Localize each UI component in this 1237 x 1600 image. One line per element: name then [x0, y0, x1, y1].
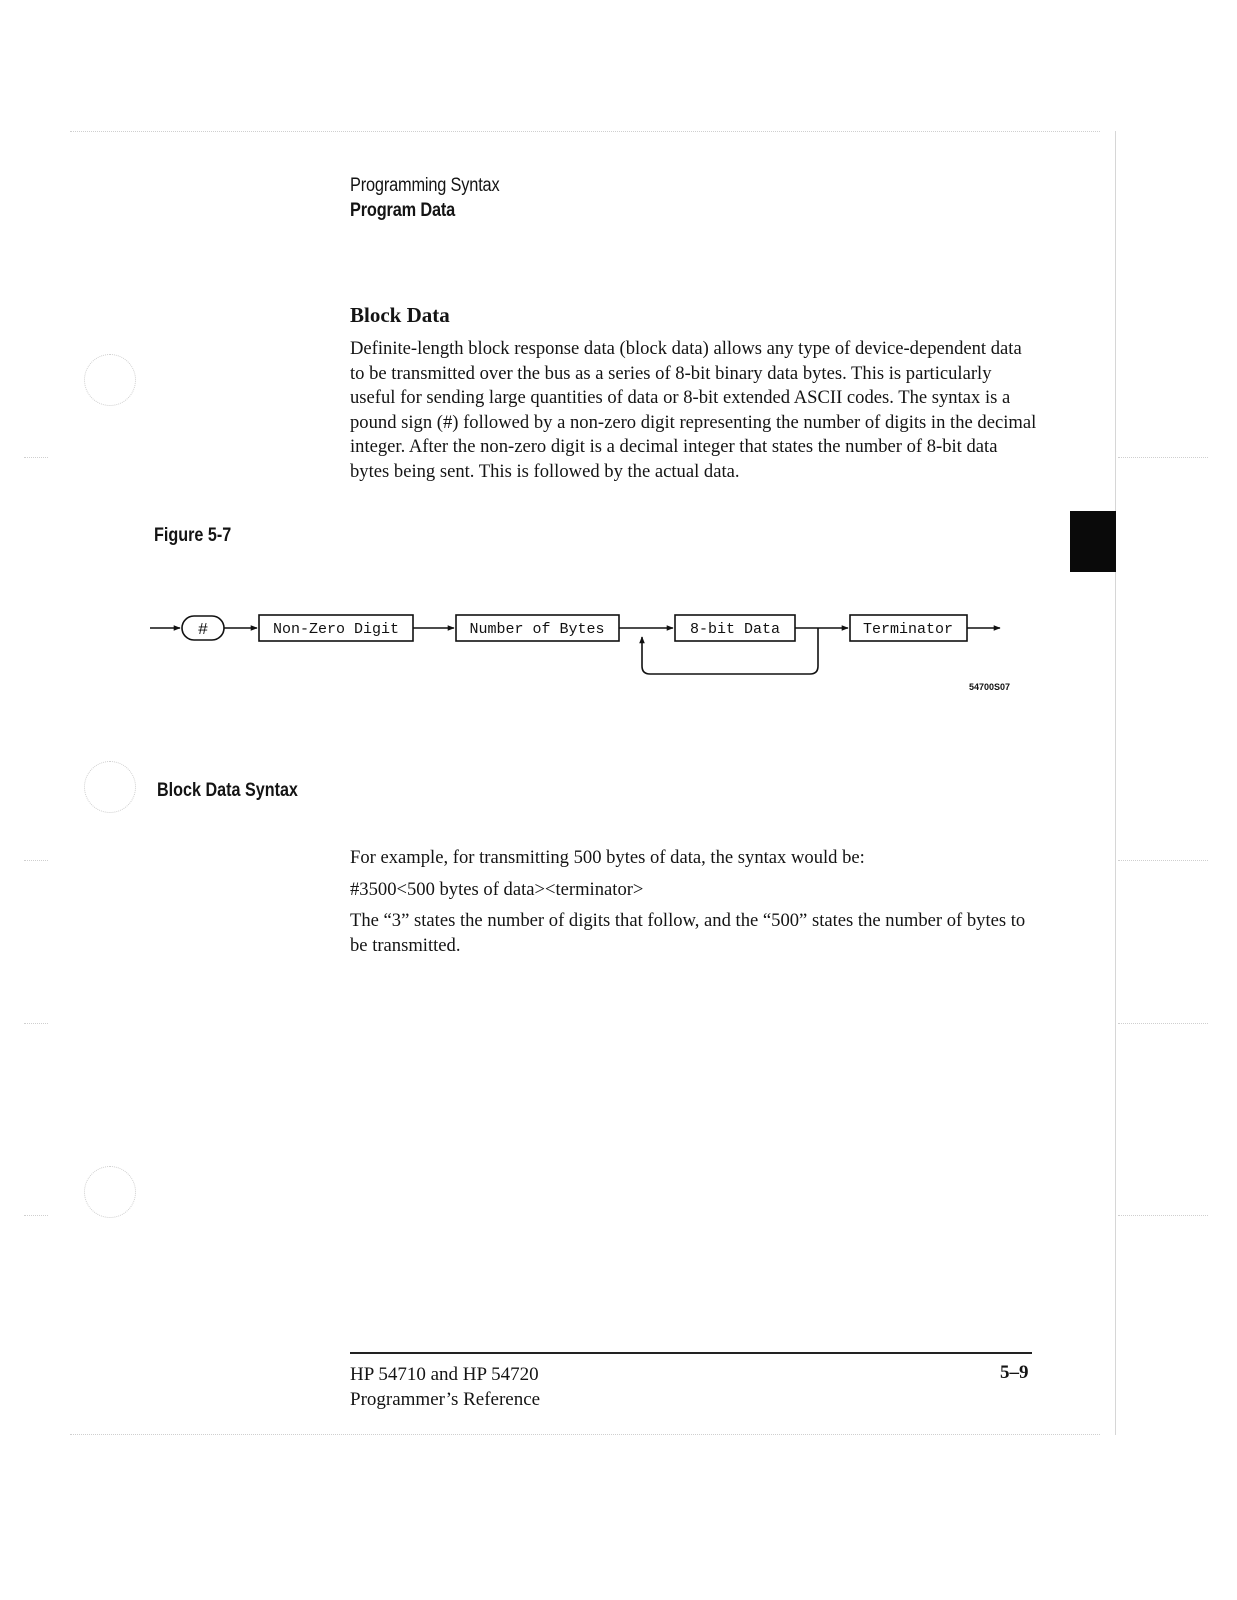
footer-manual-title: Programmer’s Reference	[350, 1389, 541, 1410]
footer-title-block	[350, 1362, 540, 1412]
intro-paragraph: Definite-length block response data (block data) allows any type of device-dependent data to be transmitted over the bus as a series of 8-bit binary data bytes. This is particularly useful for sending large quantities of data or 8-bit extended ASCII codes. The syntax is a pound sign (#) followed by a non-zero digit representing the number of digits in the decimal integer. After the non-zero digit is a decimal integer that states the number of 8-bit data bytes being sent. This is followed by the actual data.	[350, 338, 1037, 482]
margin-mark	[1118, 860, 1208, 861]
figure-label: Figure 5-7	[154, 525, 232, 546]
data-label: 8-bit Data	[689, 621, 781, 638]
margin-mark	[24, 1023, 48, 1024]
page-top-border	[70, 131, 1100, 132]
block-data-syntax-diagram	[150, 612, 1030, 712]
terminator-label: Terminator	[862, 621, 954, 638]
running-head	[350, 173, 499, 223]
punch-hole	[84, 761, 136, 813]
margin-mark	[24, 1215, 48, 1216]
page-bottom-border	[70, 1434, 1100, 1435]
figure-id-code: 54700S07	[968, 682, 1010, 692]
footer-product: HP 54710 and HP 54720	[350, 1364, 539, 1385]
margin-mark	[24, 860, 48, 861]
footer-rule	[350, 1352, 1032, 1354]
margin-mark	[24, 457, 48, 458]
chapter-thumb-tab	[1070, 511, 1116, 572]
margin-mark	[1118, 1023, 1208, 1024]
section-heading: Block Data	[350, 303, 450, 327]
explanation-paragraph: The “3” states the number of digits that follow, and the “500” states the number of bytes to be transmitted.	[350, 910, 1026, 956]
example-intro: For example, for transmitting 500 bytes of data, the syntax would be:	[350, 847, 865, 868]
page-number: 5–9	[1000, 1362, 1029, 1383]
page-right-border	[1115, 131, 1116, 1435]
margin-mark	[1118, 457, 1208, 458]
example-code: #3500<500 bytes of data><terminator>	[350, 879, 644, 900]
punch-hole	[84, 354, 136, 406]
margin-mark	[1118, 1215, 1208, 1216]
section-title: Program Data	[350, 200, 456, 221]
number-of-bytes-label: Number of Bytes	[469, 621, 605, 638]
pound-label: #	[197, 621, 209, 640]
chapter-title: Programming Syntax	[350, 175, 500, 196]
non-zero-digit-label: Non-Zero Digit	[272, 621, 400, 638]
figure-caption: Block Data Syntax	[157, 780, 298, 801]
punch-hole	[84, 1166, 136, 1218]
